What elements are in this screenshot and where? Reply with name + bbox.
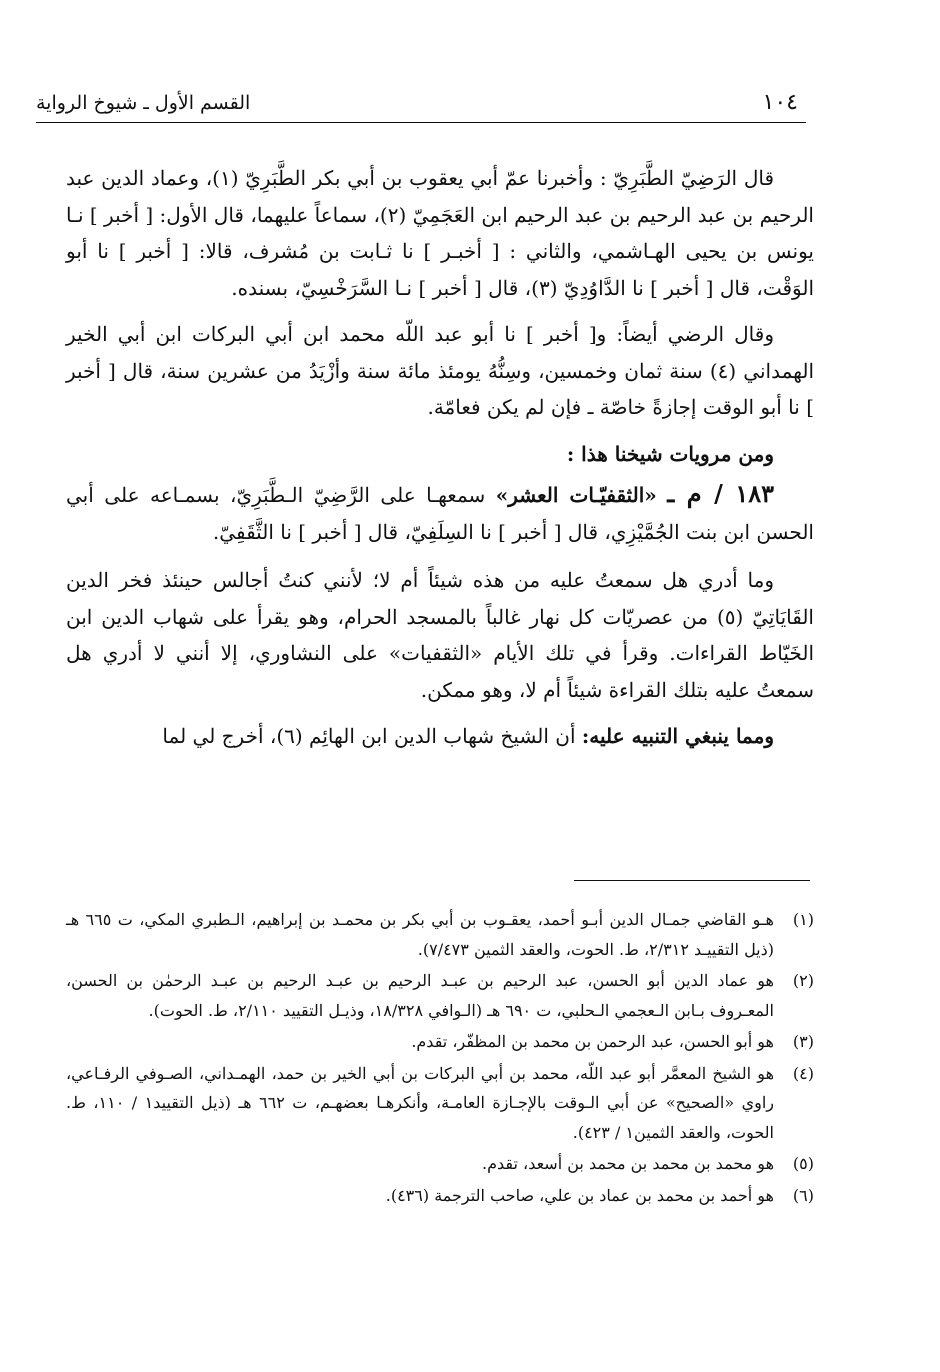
footnote-3 [66,1027,814,1057]
running-title: القسم الأول ـ شيوخ الرواية [36,92,251,114]
footnote-text: هو محمد بن محمد بن محمد بن أسعد، تقدم. [482,1154,774,1173]
footnote-text: هـو القاضي جمـال الدين أبـو أحمد، يعقـوب بن أبي بكر بن محمـد بن إبراهيم، الـطبري المكي، ت ٦٦٥ هـ (ذيل التقييـد ٢/٣١٢، ط. الحوت، والعقد الثمين ٧/٤٧٣). [66,910,774,959]
footnote-number: (٤) [792,1063,814,1083]
footnote-number: (١) [792,910,814,929]
footnote-1 [66,905,814,964]
footnote-text: هو أحمد بن محمد بن عماد بن علي، صاحب الترجمة (٤٣٦). [385,1185,774,1205]
paragraph-5-text: أن الشيخ شهاب الدين ابن الهائِم (٦)، أخرج لي لما [162,724,582,748]
entry-text: سمعهـا على الرَّضِيّ الـطَّبَرِيّ، بسمـاعه على أبي الحسن ابن بنت الجُمَّيْزِي، قال [ أخبر ] نا السِلَفِيّ، قال [ أخبر ] نا الثَّقَفِيّ. [66,483,814,544]
footnote-number: (٥) [792,1154,814,1173]
entry-number: ١٨٣ / م ـ [667,479,774,508]
footnote-number: (٦) [792,1185,814,1205]
paragraph-1: قال الرَضِيّ الطَّبَرِيّ : وأخبرنا عمّ أبي يعقوب بن أبي بكر الطَّبَرِيّ (١)، وعماد الدين عبد الرحيم بن عبد الرحيم بن عبد الرحيم ابن العَجَمِيّ (٢)، سماعاً عليهما، قال الأول: [ أخبر ] نـا يونس بن يحيى الهـاشمي، والثاني : [ أخبـر ] نا ثـابت بن مُشرف، قالا: [ أخبر ] نا أبو الوَقْت، قال [ أخبر ] نا الدَّاوُدِيّ (٣)، قال [ أخبر ] نـا السَّرَخْسِيّ، بسنده. [66,166,814,300]
footnote-6 [66,1181,814,1211]
paragraph-2: وقال الرضي أيضاً: و[ أخبر ] نا أبو عبد اللّه محمد ابن أبي البركات ابن أبي الخير الهمداني (٤) سنة ثمان وخمسين، وسِنُّهُ يومئذ مائة سنة وأزْيَدُ من عشرين سنة، قال [ أخبر ] نا أبو الوقت إجازةً خاصّة ـ فإن لم يكن فعامّة. [66,322,814,419]
footnote-separator [574,880,810,881]
entry-183 [66,476,814,550]
section-heading: ومن مرويات شيخنا هذا : [566,441,774,466]
footnote-5 [66,1149,814,1179]
footnote-number: (٢) [792,971,814,990]
paragraph-5 [66,718,814,755]
paragraph-4: وما أدري هل سمعتُ عليه من هذه شيئاً أم لا؛ لأنني كنتُ أجالس حينئذ فخر الدين القَايَاتِيّ (٥) من عصريّات كل نهار غالباً بالمسجد الحرام، وهو يقرأ على شهاب الدين ابن الخَيّاط القراءات. وقرأ في تلك الأيام «الثقفيات» على النشاوري، إلا أنني لا أدري هل سمعتُ عليه بتلك القراءة شيئاً أم لا، وهو ممكن. [66,568,814,702]
footnote-2 [66,966,814,1025]
page-number: ١٠٤ [762,90,798,115]
footnote-text: هو أبو الحسن، عبد الرحمن بن محمد بن المظفّر، تقدم. [411,1032,774,1051]
main-text [66,160,814,765]
footnotes [66,905,814,1212]
footnote-text: هو الشيخ المعمَّر أبو عبد اللّه، محمد بن أبي البركات بن أبي الخير بن حمد، الهمـداني، الصـوفي الرفـاعي، راوي «الصحيح» عن أبي الـوقت بالإجـازة العامـة، وأنكرهـا بعضهـم، ت ٦٦٢ هـ (ذيل التقييد١ / ١١٠، ط. الحوت، والعقد الثمين١ / ٤٢٣). [66,1063,775,1142]
footnote-number: (٣) [792,1032,814,1051]
footnote-4 [66,1059,814,1148]
paragraph-5-lead: ومما ينبغي التنبيه عليه: [581,724,774,748]
entry-title: «الثقفيّـات العشر» [495,483,657,507]
footnote-text: هو عماد الدين أبو الحسن، عبد الرحيم بن عبـد الرحيم بن عبـد الرحيم بن عبـد الرحمٰن بن الحسن، المعـروف بـابن الـعجمي الـحلبي، ت ٦٩٠ هـ (الـوافي ١٨/٣٢٨، وذيـل التقييد ٢/١١٠، ط. الحوت). [66,971,774,1020]
page-header [36,88,806,123]
